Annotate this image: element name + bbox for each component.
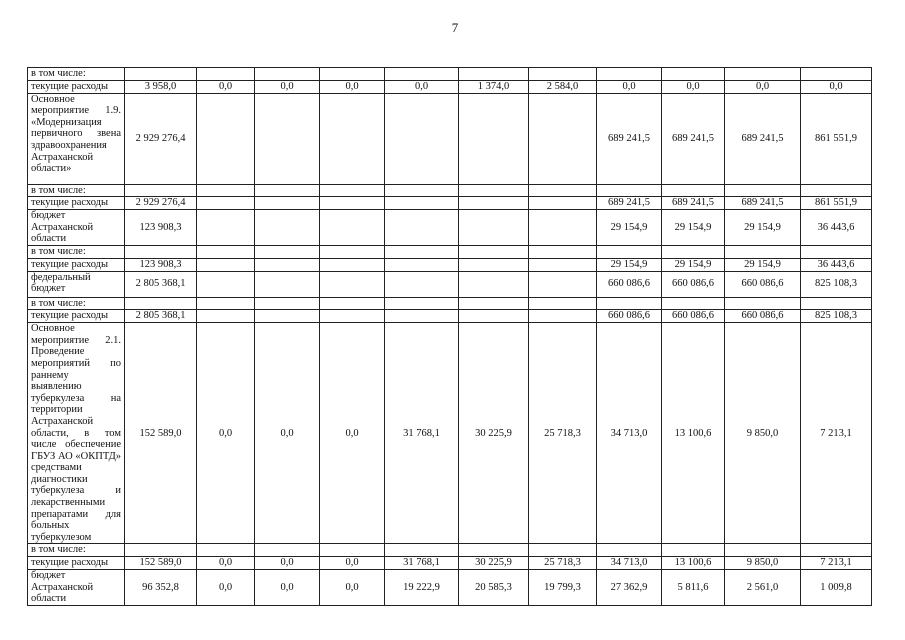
table-cell: 29 154,9 (597, 258, 662, 271)
table-row (28, 271, 872, 297)
table-cell (385, 210, 459, 246)
table-cell (801, 245, 872, 258)
table-cell (255, 310, 320, 323)
table-cell: 0,0 (197, 570, 255, 606)
row-label: текущие расходы (28, 557, 125, 570)
table-cell (197, 297, 255, 310)
table-cell: 3 958,0 (125, 80, 197, 93)
table-cell: 0,0 (385, 80, 459, 93)
table-cell: 689 241,5 (597, 197, 662, 210)
table-cell: 825 108,3 (801, 271, 872, 297)
row-label: в том числе: (28, 544, 125, 557)
table-cell: 0,0 (255, 570, 320, 606)
table-cell (725, 544, 801, 557)
table-cell: 31 768,1 (385, 323, 459, 544)
row-label: текущие расходы (28, 258, 125, 271)
table-cell (320, 271, 385, 297)
table-cell (255, 68, 320, 81)
table-cell: 36 443,6 (801, 210, 872, 246)
table-cell (320, 544, 385, 557)
table-cell (125, 297, 197, 310)
table-cell (197, 210, 255, 246)
table-cell (529, 271, 597, 297)
table-cell (529, 258, 597, 271)
table-cell: 2 929 276,4 (125, 197, 197, 210)
table-cell (725, 297, 801, 310)
table-cell: 0,0 (197, 557, 255, 570)
table-cell: 689 241,5 (662, 197, 725, 210)
table-cell: 0,0 (255, 323, 320, 544)
table-cell (255, 258, 320, 271)
table-cell (529, 310, 597, 323)
table-cell (459, 197, 529, 210)
table-cell (385, 271, 459, 297)
table-cell (662, 184, 725, 197)
table-cell (385, 245, 459, 258)
table-cell (529, 68, 597, 81)
table-cell: 0,0 (197, 323, 255, 544)
table-cell: 0,0 (662, 80, 725, 93)
table-row (28, 310, 872, 323)
table-cell (125, 184, 197, 197)
table-cell (597, 544, 662, 557)
table-cell (320, 310, 385, 323)
table-cell: 0,0 (320, 557, 385, 570)
table-cell (801, 544, 872, 557)
table-cell (459, 93, 529, 184)
table-cell (197, 197, 255, 210)
table-cell (725, 184, 801, 197)
table-cell (459, 184, 529, 197)
row-label: текущие расходы (28, 310, 125, 323)
table-cell (255, 197, 320, 210)
row-label: текущие расходы (28, 197, 125, 210)
table-cell: 25 718,3 (529, 323, 597, 544)
table-cell (529, 297, 597, 310)
table-cell: 861 551,9 (801, 93, 872, 184)
row-label: Основное мероприятие 2.1. Проведение мероприятий по раннему выявлению туберкулеза на территории Астраханской области, в том числе обеспечение ГБУЗ АО «ОКПТД» средствами диагностики туберкулеза и лекарственными препаратами для больных туберкулезом (28, 323, 125, 544)
table-cell: 27 362,9 (597, 570, 662, 606)
table-cell (197, 93, 255, 184)
table-cell (725, 68, 801, 81)
table-cell (320, 197, 385, 210)
table-cell: 861 551,9 (801, 197, 872, 210)
table-cell (320, 210, 385, 246)
table-cell: 19 222,9 (385, 570, 459, 606)
table-cell (459, 544, 529, 557)
table-cell (459, 245, 529, 258)
table-cell: 19 799,3 (529, 570, 597, 606)
table-cell (197, 310, 255, 323)
table-row (28, 68, 872, 81)
table-row (28, 557, 872, 570)
table-cell: 20 585,3 (459, 570, 529, 606)
table-cell (255, 544, 320, 557)
row-label: в том числе: (28, 245, 125, 258)
table-cell: 2 805 368,1 (125, 310, 197, 323)
table-cell (320, 184, 385, 197)
table-cell: 660 086,6 (662, 310, 725, 323)
table-cell (255, 271, 320, 297)
table-cell (320, 297, 385, 310)
table-cell (801, 297, 872, 310)
table-cell (197, 68, 255, 81)
table-cell: 29 154,9 (725, 210, 801, 246)
table-cell: 660 086,6 (662, 271, 725, 297)
table-cell (197, 245, 255, 258)
table-cell (459, 310, 529, 323)
table-cell (725, 245, 801, 258)
table-cell (385, 297, 459, 310)
table-cell: 0,0 (255, 557, 320, 570)
table-cell (255, 93, 320, 184)
table-cell: 660 086,6 (597, 271, 662, 297)
table-cell: 660 086,6 (725, 310, 801, 323)
table-cell (529, 197, 597, 210)
table-cell (801, 184, 872, 197)
table-cell (662, 245, 725, 258)
table-cell: 0,0 (320, 570, 385, 606)
table-cell (801, 68, 872, 81)
table-cell: 13 100,6 (662, 323, 725, 544)
table-cell (255, 184, 320, 197)
table-cell: 123 908,3 (125, 210, 197, 246)
table-cell: 1 009,8 (801, 570, 872, 606)
table-cell: 31 768,1 (385, 557, 459, 570)
budget-table (27, 67, 872, 606)
table-cell (125, 68, 197, 81)
table-cell (197, 271, 255, 297)
table-cell: 689 241,5 (597, 93, 662, 184)
table-row (28, 245, 872, 258)
table-cell (529, 245, 597, 258)
table-cell (385, 310, 459, 323)
table-cell (385, 93, 459, 184)
table-cell: 123 908,3 (125, 258, 197, 271)
table-cell: 825 108,3 (801, 310, 872, 323)
table-cell: 689 241,5 (725, 93, 801, 184)
table-cell: 30 225,9 (459, 323, 529, 544)
row-label: Основное мероприятие 1.9. «Модернизация первичного звена здравоохранения Астраханской области» (28, 93, 125, 184)
table-row (28, 323, 872, 544)
table-cell: 0,0 (320, 323, 385, 544)
table-cell: 9 850,0 (725, 557, 801, 570)
table-cell (662, 544, 725, 557)
table-cell: 0,0 (320, 80, 385, 93)
table-cell: 1 374,0 (459, 80, 529, 93)
table-cell (459, 210, 529, 246)
table-cell: 25 718,3 (529, 557, 597, 570)
table-cell (320, 258, 385, 271)
table-row (28, 258, 872, 271)
table-cell: 7 213,1 (801, 557, 872, 570)
table-cell: 2 561,0 (725, 570, 801, 606)
table-row (28, 570, 872, 606)
table-cell: 36 443,6 (801, 258, 872, 271)
table-cell: 152 589,0 (125, 323, 197, 544)
table-cell (255, 245, 320, 258)
table-cell (125, 245, 197, 258)
table-row (28, 80, 872, 93)
table-cell (197, 184, 255, 197)
table-cell: 0,0 (801, 80, 872, 93)
row-label: в том числе: (28, 68, 125, 81)
table-cell: 660 086,6 (597, 310, 662, 323)
table-cell (597, 297, 662, 310)
table-cell: 2 929 276,4 (125, 93, 197, 184)
table-cell: 9 850,0 (725, 323, 801, 544)
table-row (28, 210, 872, 246)
page-number: 7 (451, 20, 459, 35)
table-cell (125, 544, 197, 557)
table-row (28, 184, 872, 197)
table-cell (385, 258, 459, 271)
table-cell: 660 086,6 (725, 271, 801, 297)
table-row (28, 197, 872, 210)
table-cell (529, 184, 597, 197)
table-cell: 0,0 (255, 80, 320, 93)
table-cell: 689 241,5 (725, 197, 801, 210)
table-cell: 96 352,8 (125, 570, 197, 606)
row-label: в том числе: (28, 297, 125, 310)
table-row (28, 93, 872, 184)
table-cell: 34 713,0 (597, 323, 662, 544)
table-cell: 29 154,9 (662, 210, 725, 246)
table-cell: 5 811,6 (662, 570, 725, 606)
row-label: бюджет Астраханской области (28, 570, 125, 606)
table-cell (255, 210, 320, 246)
table-cell: 34 713,0 (597, 557, 662, 570)
table-cell (385, 544, 459, 557)
table-cell: 7 213,1 (801, 323, 872, 544)
table-cell (529, 210, 597, 246)
table-cell (320, 68, 385, 81)
table-cell: 29 154,9 (662, 258, 725, 271)
table-cell (197, 258, 255, 271)
table-cell: 0,0 (725, 80, 801, 93)
table-cell (597, 184, 662, 197)
table-cell: 0,0 (597, 80, 662, 93)
table-cell (385, 197, 459, 210)
table-cell (459, 271, 529, 297)
table-cell (529, 93, 597, 184)
row-label: текущие расходы (28, 80, 125, 93)
table-cell (662, 68, 725, 81)
row-label: федеральный бюджет (28, 271, 125, 297)
table-cell (597, 245, 662, 258)
table-cell (597, 68, 662, 81)
table-cell (529, 544, 597, 557)
table-cell: 2 805 368,1 (125, 271, 197, 297)
table-cell (255, 297, 320, 310)
table-cell: 2 584,0 (529, 80, 597, 93)
table-cell (459, 68, 529, 81)
table-cell (385, 68, 459, 81)
table-row (28, 297, 872, 310)
table-cell: 29 154,9 (725, 258, 801, 271)
table-cell: 152 589,0 (125, 557, 197, 570)
table-cell: 689 241,5 (662, 93, 725, 184)
table-cell (197, 544, 255, 557)
table-cell: 0,0 (197, 80, 255, 93)
row-label: в том числе: (28, 184, 125, 197)
table-cell (459, 258, 529, 271)
table-cell (320, 93, 385, 184)
table-cell: 29 154,9 (597, 210, 662, 246)
table-cell (662, 297, 725, 310)
row-label: бюджет Астраханской области (28, 210, 125, 246)
table-cell: 13 100,6 (662, 557, 725, 570)
table-cell: 30 225,9 (459, 557, 529, 570)
table-row (28, 544, 872, 557)
table-cell (385, 184, 459, 197)
table-cell (459, 297, 529, 310)
table-cell (320, 245, 385, 258)
